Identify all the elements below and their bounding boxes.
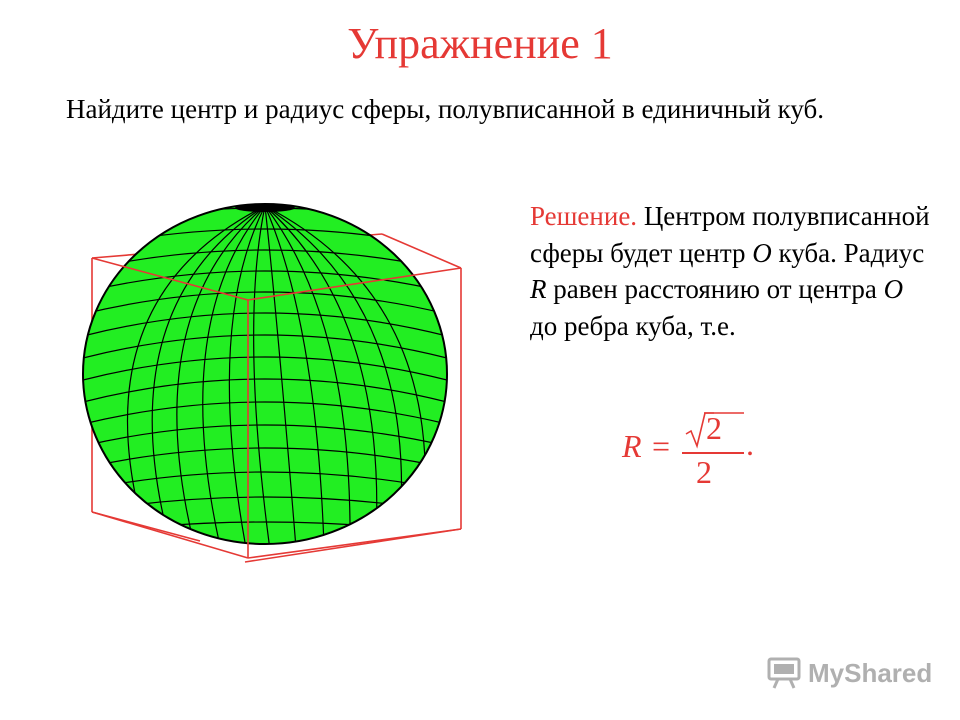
formula-lhs: R	[622, 428, 642, 464]
solution-text-3: равен расстоянию от центра	[546, 274, 884, 304]
solution-text-2: куба. Радиус	[771, 237, 925, 268]
solution-text-1: Центром полувписанной сферы будет центр	[530, 201, 930, 268]
fraction-bar	[682, 452, 744, 454]
solution-text-4: до ребра куба, т.е.	[530, 310, 736, 341]
problem-statement: Найдите центр и радиус сферы, полувписанной в единичный куб.	[66, 94, 825, 124]
slide-title: Упражнение 1	[347, 19, 613, 68]
var-o-1: O	[752, 237, 772, 268]
myshared-logo	[766, 656, 936, 692]
solution-text	[530, 198, 930, 344]
var-o-2: O	[883, 274, 904, 304]
presentation-board-icon	[766, 656, 802, 690]
formula-denominator: 2	[696, 454, 712, 490]
formula-period: .	[746, 426, 754, 462]
solution-label: Решение.	[530, 201, 638, 231]
sphere	[83, 204, 447, 544]
sphere-cube-figure	[80, 196, 480, 581]
radius-formula	[622, 410, 782, 490]
sphere-in-cube-drawing	[80, 196, 480, 576]
sphere-pole	[235, 204, 295, 212]
formula-radicand: 2	[706, 410, 722, 446]
formula-numerator	[684, 410, 740, 446]
var-r: R	[530, 274, 547, 304]
formula-equals: =	[652, 428, 671, 464]
logo-text: MyShared	[808, 658, 933, 688]
